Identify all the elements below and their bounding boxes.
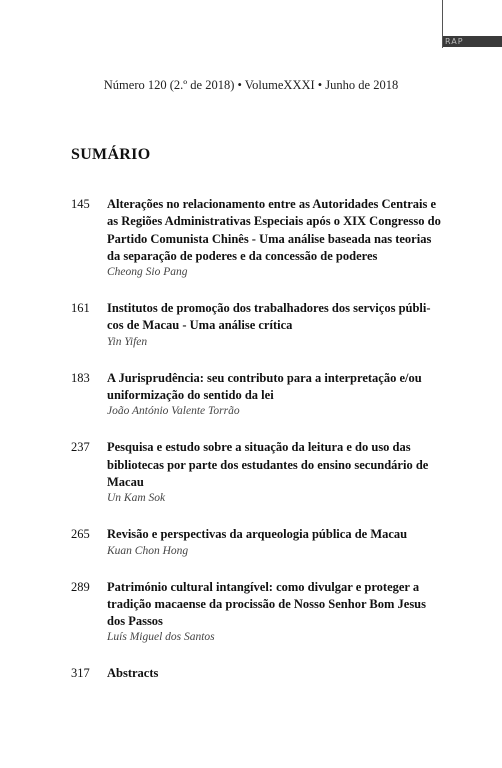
toc-title-line: da separação de poderes e da concessão de poderes — [107, 248, 378, 263]
toc-title-line: uniformização do sentido da lei — [107, 388, 274, 403]
summary-heading: SUMÁRIO — [71, 146, 151, 163]
toc-entry-title — [107, 300, 443, 335]
toc-entry-title — [107, 439, 443, 491]
toc-page-number: 289 — [71, 579, 90, 594]
toc-entry[interactable] — [71, 196, 443, 280]
toc-entry-title — [107, 196, 443, 265]
toc-entry-author: Cheong Sio Pang — [107, 266, 188, 279]
toc-title-line: Partido Comunista Chinês - Uma análise baseada nas teorias — [107, 231, 432, 246]
toc-page-number: 265 — [71, 527, 90, 542]
toc-entry[interactable] — [71, 665, 443, 682]
toc-title-line: A Jurisprudência: seu contributo para a interpretação e/ou — [107, 370, 422, 385]
toc-entry-author: João António Valente Torrão — [107, 405, 240, 418]
toc-title-line: cos de Macau - Uma análise crítica — [107, 318, 293, 333]
toc-entry[interactable] — [71, 526, 443, 558]
toc-entry-title — [107, 370, 443, 405]
toc-title-line: Abstracts — [107, 666, 159, 681]
toc-entry-title — [107, 526, 443, 543]
toc-entry[interactable] — [71, 300, 443, 350]
side-thumb-tab — [443, 36, 502, 47]
toc-entry-author: Un Kam Sok — [107, 492, 166, 505]
toc-entry-author: Kuan Chon Hong — [107, 544, 189, 557]
toc-entry[interactable] — [71, 439, 443, 506]
toc-entry-title — [107, 665, 443, 682]
issue-header: Número 120 (2.º de 2018) • VolumeXXXI • Junho de 2018 — [103, 78, 399, 92]
toc-title-line: Revisão e perspectivas da arqueologia pública de Macau — [107, 527, 408, 542]
toc-entry[interactable] — [71, 579, 443, 646]
toc-page-number: 317 — [71, 666, 90, 681]
toc-title-line: Pesquisa e estudo sobre a situação da leitura e do uso das — [107, 440, 411, 455]
toc-page-number: 161 — [71, 301, 90, 316]
side-thumb-tab-text: RAP — [445, 37, 464, 46]
toc-entry-title — [107, 579, 443, 631]
toc-title-line: Institutos de promoção dos trabalhadores dos serviços públi- — [107, 301, 431, 316]
table-of-contents — [71, 196, 443, 703]
toc-title-line: Património cultural intangível: como divulgar e proteger a — [107, 579, 420, 594]
toc-page-number: 237 — [71, 440, 90, 455]
toc-title-line: bibliotecas por parte dos estudantes do ensino secundário de — [107, 457, 429, 472]
toc-page-number: 145 — [71, 197, 90, 211]
toc-title-line: dos Passos — [107, 614, 163, 629]
toc-page-number: 183 — [71, 370, 90, 385]
toc-title-line: Alterações no relacionamento entre as Autoridades Centrais e — [107, 197, 436, 211]
toc-title-line: as Regiões Administrativas Especiais após o XIX Congresso do — [107, 214, 441, 229]
toc-title-line: tradição macaense da procissão de Nosso Senhor Bom Jesus — [107, 596, 426, 611]
toc-entry-author: Luís Miguel dos Santos — [107, 631, 215, 644]
toc-title-line: Macau — [107, 474, 144, 489]
toc-entry[interactable] — [71, 370, 443, 420]
toc-entry-author: Yin Yifen — [107, 335, 148, 348]
